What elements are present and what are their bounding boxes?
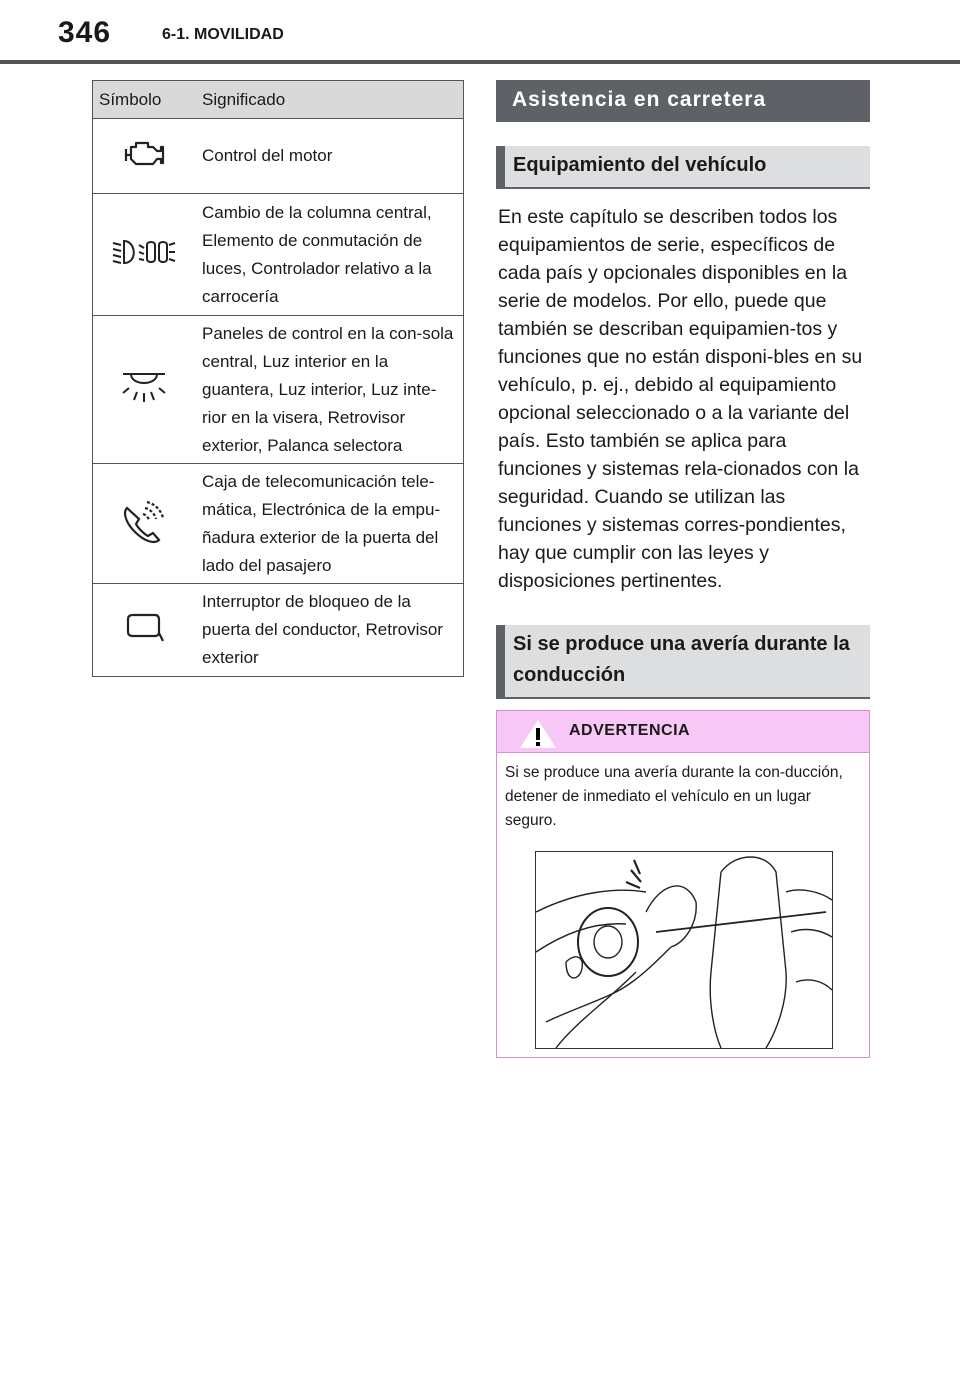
meaning-cell: Cambio de la columna central, Elemento de conmutación de luces, Controlador relativo a la carrocería bbox=[195, 194, 464, 316]
meaning-cell: Caja de telecomunicación tele-mática, Electrónica de la empu-ñadura exterior de la puerta del lado del pasajero bbox=[195, 464, 464, 584]
section-title: 6-1. MOVILIDAD bbox=[162, 26, 284, 43]
table-row bbox=[93, 316, 464, 464]
symbol-table bbox=[92, 80, 464, 677]
headlight-beams-icon bbox=[109, 235, 179, 274]
table-header-row bbox=[93, 81, 464, 119]
warning-box bbox=[496, 710, 870, 1058]
header-rule bbox=[0, 60, 960, 64]
column-header-symbol: Símbolo bbox=[93, 81, 196, 119]
page-number: 346 bbox=[58, 16, 112, 49]
engine-warning-icon bbox=[122, 137, 166, 176]
table-row bbox=[93, 464, 464, 584]
side-mirror-icon bbox=[122, 611, 166, 650]
meaning-cell: Control del motor bbox=[195, 119, 464, 194]
meaning-cell: Interruptor de bloqueo de la puerta del conductor, Retrovisor exterior bbox=[195, 584, 464, 677]
warning-text: Si se produce una avería durante la con-ducción, detener de inmediato el vehículo en un lugar seguro. bbox=[505, 764, 843, 829]
warning-title: ADVERTENCIA bbox=[569, 722, 691, 739]
equipment-text: En este capítulo se describen todos los equipamientos de serie, específicos de cada país y opcionales disponibles en la serie de modelos. Por ello, puede que también se describan equipamien-tos y funciones que no están disponi-bles en su vehículo, p. ej., debido al equipamiento opcional seleccionado o a la variante del país. Esto también se aplica para funciones y sistemas rela-cionados con la seguridad. Cuando se utilizan las funciones y sistemas corres-pondientes, hay que cumplir con las leyes y disposiciones pertinentes. bbox=[498, 206, 863, 592]
driver-in-car-illustration bbox=[535, 851, 833, 1049]
table-row bbox=[93, 584, 464, 677]
warning-triangle-icon bbox=[519, 719, 557, 754]
meaning-cell: Paneles de control en la con-sola central, Luz interior en la guantera, Luz interior, Luz inte-rior en la visera, Retrovisor exterior, Palanca selectora bbox=[195, 316, 464, 464]
chapter-heading: Asistencia en carretera bbox=[496, 80, 870, 122]
interior-light-icon bbox=[119, 368, 169, 411]
column-header-meaning: Significado bbox=[195, 81, 464, 119]
table-row bbox=[93, 119, 464, 194]
right-column bbox=[496, 80, 870, 699]
telephone-signal-icon bbox=[119, 496, 169, 551]
breakdown-heading: Si se produce una avería durante la conducción bbox=[496, 625, 870, 699]
warning-header bbox=[497, 711, 869, 753]
table-row bbox=[93, 194, 464, 316]
equipment-heading: Equipamiento del vehículo bbox=[496, 146, 870, 189]
page-header bbox=[0, 0, 960, 64]
